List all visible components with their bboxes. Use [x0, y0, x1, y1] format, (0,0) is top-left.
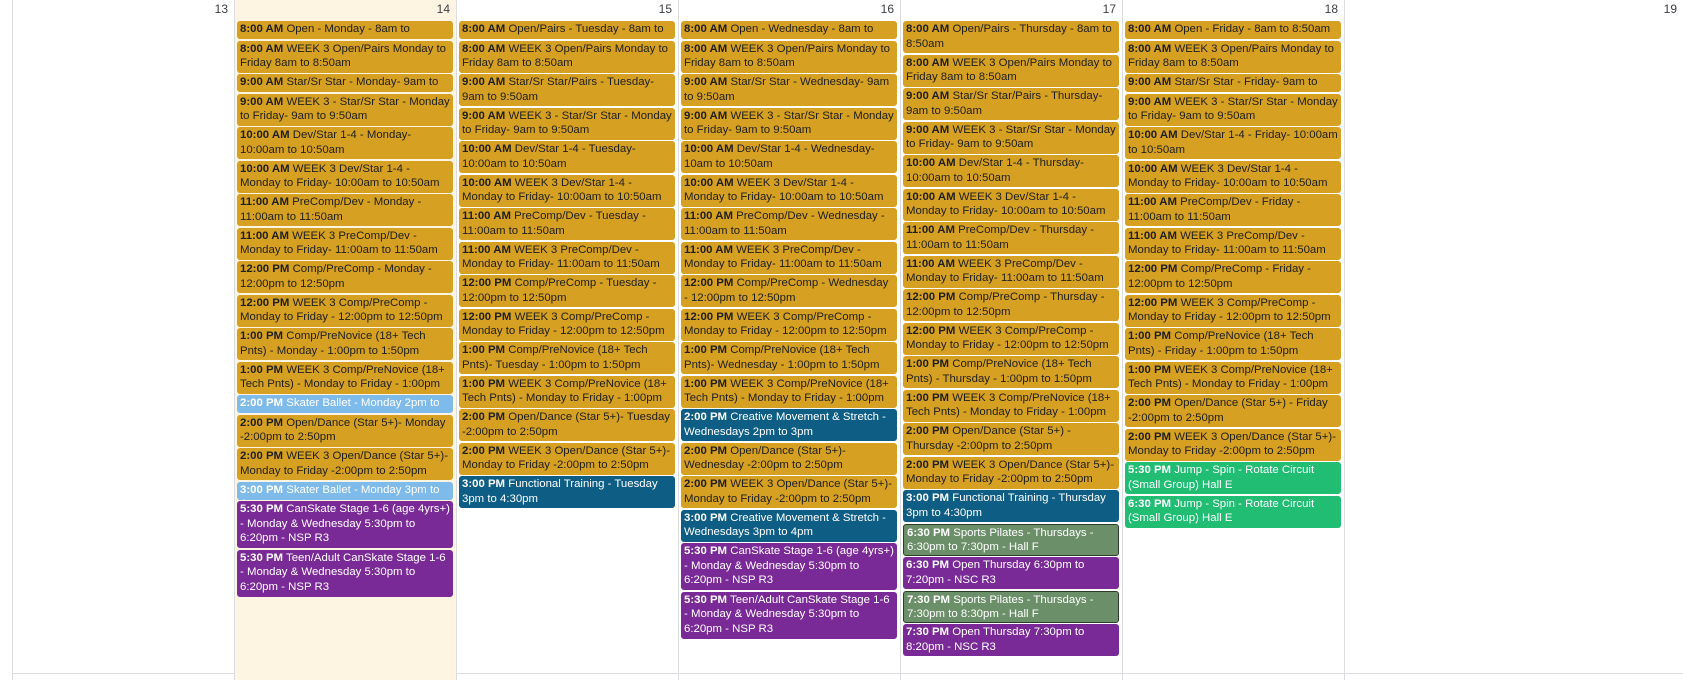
event-time: 1:00 PM: [240, 363, 284, 376]
event-title: Comp/PreComp - Tuesday - 12:00pm to 12:50pm: [462, 277, 657, 304]
calendar-event[interactable]: [681, 443, 897, 475]
event-time: 12:00 PM: [906, 291, 956, 303]
event-title: Open/Dance (Star 5+) - Friday -2:00pm to 2:50pm: [1128, 397, 1328, 424]
event-title: WEEK 3 Dev/Star 1-4 - Monday to Friday- 10:00am to 10:50am: [240, 162, 440, 189]
event-time: 8:00 AM: [240, 23, 284, 35]
calendar-event[interactable]: [237, 362, 453, 394]
calendar-event[interactable]: [903, 423, 1119, 455]
day-number[interactable]: 14: [436, 2, 450, 16]
event-title: Open Thursday 6:30pm to 7:20pm - NSC R3: [906, 559, 1085, 586]
event-title: WEEK 3 Open/Dance (Star 5+)- Monday to Friday -2:00pm to 2:50pm: [684, 478, 892, 505]
event-title: CanSkate Stage 1-6 (age 4yrs+) - Monday & Wednesday 5:30pm to 6:20pm - NSP R3: [684, 545, 894, 586]
event-title: Comp/PreNovice (18+ Tech Pnts)- Tuesday - 1:00pm to 1:50pm: [462, 344, 648, 371]
calendar-event[interactable]: [237, 550, 453, 597]
calendar-event[interactable]: [681, 510, 897, 542]
calendar-event[interactable]: [1125, 496, 1341, 528]
calendar-event[interactable]: [237, 161, 453, 193]
calendar-event[interactable]: [1125, 228, 1341, 260]
event-time: 11:00 AM: [462, 243, 511, 256]
event-time: 3:00 PM: [684, 511, 728, 524]
event-title: Comp/PreNovice (18+ Tech Pnts) - Friday - 1:00pm to 1:50pm: [1128, 330, 1314, 357]
event-title: Open/Dance (Star 5+)- Tuesday -2:00pm to 2:50pm: [462, 411, 670, 438]
event-title: WEEK 3 Open/Dance (Star 5+)- Monday to Friday -2:00pm to 2:50pm: [1128, 430, 1336, 457]
event-title: Open - Friday - 8am to 8:50am: [1174, 23, 1331, 35]
calendar-event[interactable]: [1125, 127, 1341, 159]
event-title: Star/Sr Star/Pairs - Thursday- 9am to 9:50am: [906, 90, 1103, 117]
calendar-event[interactable]: [681, 141, 897, 173]
event-title: PreComp/Dev - Friday - 11:00am to 11:50am: [1128, 196, 1301, 223]
event-time: 1:00 PM: [1128, 363, 1172, 376]
day-number[interactable]: 19: [1663, 2, 1677, 16]
event-time: 5:30 PM: [684, 593, 728, 606]
event-title: WEEK 3 PreComp/Dev - Monday to Friday- 11:00am to 11:50am: [1128, 229, 1326, 256]
calendar-event[interactable]: [237, 295, 453, 327]
event-title: Open/Dance (Star 5+)- Wednesday -2:00pm to 2:50pm: [684, 444, 846, 471]
event-title: WEEK 3 Dev/Star 1-4 - Monday to Friday- 10:00am to 10:50am: [1128, 162, 1328, 189]
event-time: 10:00 AM: [240, 129, 290, 141]
calendar-event[interactable]: [1125, 395, 1341, 427]
event-title: Dev/Star 1-4 - Monday- 10:00am to 10:50am: [240, 129, 412, 156]
event-time: 2:00 PM: [1128, 430, 1172, 443]
calendar-event[interactable]: [903, 88, 1119, 120]
event-title: WEEK 3 Open/Dance (Star 5+)- Monday to Friday -2:00pm to 2:50pm: [462, 444, 670, 471]
event-title: Comp/PreNovice (18+ Tech Pnts) - Thursday - 1:00pm to 1:50pm: [906, 358, 1092, 385]
event-title: WEEK 3 Comp/PreNovice (18+ Tech Pnts) - Monday to Friday - 1:00pm: [1128, 363, 1333, 390]
event-title: WEEK 3 Open/Dance (Star 5+)- Monday to Friday -2:00pm to 2:50pm: [240, 450, 448, 477]
event-title: Star/Sr Star - Friday- 9am to: [1174, 76, 1318, 88]
calendar-event[interactable]: [237, 94, 453, 126]
event-time: 6:30 PM: [906, 559, 950, 571]
calendar-event[interactable]: [237, 395, 453, 413]
event-title: WEEK 3 Comp/PreNovice (18+ Tech Pnts) - Monday to Friday - 1:00pm: [462, 377, 667, 404]
event-title: Functional Training - Thursday 3pm to 4:30pm: [906, 492, 1106, 519]
event-time: 10:00 AM: [462, 176, 512, 189]
calendar-event[interactable]: [459, 476, 675, 508]
event-title: WEEK 3 PreComp/Dev - Monday to Friday- 11:00am to 11:50am: [462, 243, 660, 270]
event-time: 2:00 PM: [240, 416, 284, 429]
calendar-event[interactable]: [237, 74, 453, 92]
event-title: WEEK 3 Comp/PreComp - Monday to Friday - 12:00pm to 12:50pm: [684, 310, 887, 337]
event-title: PreComp/Dev - Thursday - 11:00am to 11:50am: [906, 224, 1095, 251]
event-time: 12:00 PM: [462, 310, 512, 323]
event-title: Functional Training - Tuesday 3pm to 4:30pm: [462, 478, 658, 505]
calendar-event[interactable]: [459, 108, 675, 140]
event-time: 8:00 AM: [1128, 42, 1172, 55]
event-title: WEEK 3 PreComp/Dev - Monday to Friday- 11:00am to 11:50am: [240, 229, 438, 256]
calendar-event[interactable]: [1125, 41, 1341, 73]
event-time: 8:00 AM: [684, 23, 728, 35]
event-title: Comp/PreComp - Friday - 12:00pm to 12:50pm: [1128, 263, 1311, 290]
calendar-event[interactable]: [459, 208, 675, 240]
event-title: Comp/PreNovice (18+ Tech Pnts)- Wednesday - 1:00pm to 1:50pm: [684, 344, 880, 371]
day-column[interactable]: [1122, 0, 1344, 680]
event-time: 5:30 PM: [684, 545, 728, 557]
calendar-event[interactable]: [1125, 261, 1341, 293]
event-title: Jump - Spin - Rotate Circuit (Small Group) Hall E: [1128, 497, 1315, 524]
event-time: 9:00 AM: [1128, 76, 1172, 88]
event-title: Dev/Star 1-4 - Tuesday- 10:00am to 10:50am: [462, 143, 636, 170]
calendar-event[interactable]: [681, 21, 897, 39]
calendar-event[interactable]: [681, 41, 897, 73]
calendar-event[interactable]: [903, 189, 1119, 221]
event-time: 9:00 AM: [906, 123, 950, 136]
event-title: PreComp/Dev - Wednesday - 11:00am to 11:50am: [684, 210, 885, 237]
event-title: Star/Sr Star - Wednesday- 9am to 9:50am: [684, 76, 890, 103]
event-title: WEEK 3 Open/Pairs Monday to Friday 8am to 8:50am: [906, 56, 1112, 83]
event-time: 11:00 AM: [1128, 229, 1177, 242]
event-time: 1:00 PM: [1128, 330, 1172, 342]
event-title: WEEK 3 PreComp/Dev - Monday to Friday- 11:00am to 11:50am: [906, 257, 1104, 284]
event-title: Dev/Star 1-4 - Thursday- 10:00am to 10:50am: [906, 157, 1084, 184]
calendar-event[interactable]: [681, 592, 897, 639]
event-time: 8:00 AM: [906, 23, 950, 35]
event-time: 12:00 PM: [1128, 296, 1178, 309]
calendar-event[interactable]: [1125, 21, 1341, 39]
event-time: 11:00 AM: [1128, 196, 1177, 208]
calendar-event[interactable]: [1125, 429, 1341, 461]
event-time: 1:00 PM: [906, 358, 950, 370]
calendar-event[interactable]: [681, 476, 897, 508]
calendar-event[interactable]: [459, 175, 675, 207]
event-time: 5:30 PM: [240, 503, 284, 515]
event-title: WEEK 3 - Star/Sr Star - Monday to Friday- 9am to 9:50am: [906, 123, 1116, 150]
calendar-event[interactable]: [681, 309, 897, 341]
event-time: 2:00 PM: [462, 411, 506, 423]
event-time: 8:00 AM: [462, 23, 506, 35]
event-title: WEEK 3 Comp/PreNovice (18+ Tech Pnts) - Monday to Friday - 1:00pm: [906, 391, 1111, 418]
calendar-event[interactable]: [237, 482, 453, 500]
event-title: Skater Ballet - Monday 3pm to: [286, 483, 440, 496]
event-time: 3:00 PM: [906, 492, 950, 504]
event-title: Comp/PreComp - Wednesday - 12:00pm to 12:50pm: [684, 277, 889, 304]
event-title: PreComp/Dev - Tuesday - 11:00am to 11:50am: [462, 210, 646, 237]
event-title: Sports Pilates - Thursdays - 7:30pm to 8:30pm - Hall F: [907, 593, 1094, 620]
event-title: WEEK 3 Open/Pairs Monday to Friday 8am to 8:50am: [1128, 42, 1334, 69]
calendar-event[interactable]: [903, 323, 1119, 355]
calendar-event[interactable]: [237, 328, 453, 360]
event-time: 7:30 PM: [906, 626, 950, 638]
event-time: 11:00 AM: [684, 210, 733, 222]
event-time: 9:00 AM: [240, 76, 284, 88]
calendar-event[interactable]: [903, 256, 1119, 288]
calendar-event[interactable]: [903, 55, 1119, 87]
event-time: 2:00 PM: [240, 450, 284, 462]
calendar-event[interactable]: [681, 242, 897, 274]
event-title: Creative Movement & Stretch - Wednesdays 2pm to 3pm: [684, 411, 886, 438]
event-title: Open/Pairs - Thursday - 8am to 8:50am: [906, 23, 1112, 50]
event-time: 12:00 PM: [684, 277, 734, 289]
event-time: 1:00 PM: [684, 377, 728, 390]
event-time: 9:00 AM: [684, 109, 728, 122]
event-title: WEEK 3 Dev/Star 1-4 - Monday to Friday- 10:00am to 10:50am: [462, 176, 662, 203]
event-time: 12:00 PM: [462, 277, 512, 289]
event-time: 1:00 PM: [462, 344, 506, 356]
event-title: WEEK 3 Comp/PreNovice (18+ Tech Pnts) - Monday to Friday - 1:00pm: [684, 377, 889, 404]
calendar-event[interactable]: [459, 74, 675, 106]
event-time: 1:00 PM: [684, 344, 728, 356]
event-time: 11:00 AM: [906, 257, 955, 270]
event-title: Dev/Star 1-4 - Wednesday- 10am to 10:50am: [684, 143, 875, 170]
calendar-event[interactable]: [459, 342, 675, 374]
event-title: Dev/Star 1-4 - Friday- 10:00am to 10:50am: [1128, 129, 1338, 156]
event-time: 9:00 AM: [684, 76, 728, 88]
event-title: Creative Movement & Stretch - Wednesdays 3pm to 4pm: [684, 511, 886, 538]
event-time: 2:00 PM: [684, 478, 728, 490]
calendar-event[interactable]: [459, 309, 675, 341]
event-time: 12:00 PM: [1128, 263, 1178, 275]
calendar-event[interactable]: [1125, 328, 1341, 360]
event-title: WEEK 3 Open/Pairs Monday to Friday 8am to 8:50am: [240, 42, 446, 69]
event-title: WEEK 3 PreComp/Dev - Monday to Friday- 11:00am to 11:50am: [684, 243, 882, 270]
event-time: 10:00 AM: [1128, 129, 1178, 141]
calendar-event[interactable]: [681, 409, 897, 441]
event-title: Sports Pilates - Thursdays - 6:30pm to 7:30pm - Hall F: [907, 526, 1094, 553]
calendar-event[interactable]: [459, 376, 675, 408]
event-time: 12:00 PM: [684, 310, 734, 323]
calendar-event[interactable]: [903, 557, 1119, 589]
calendar-event[interactable]: [237, 127, 453, 159]
calendar-event[interactable]: [903, 155, 1119, 187]
calendar-event[interactable]: [459, 41, 675, 73]
day-column[interactable]: [678, 0, 900, 680]
calendar-event[interactable]: [1125, 161, 1341, 193]
event-title: WEEK 3 - Star/Sr Star - Monday to Friday- 9am to 9:50am: [1128, 95, 1338, 122]
event-title: PreComp/Dev - Monday - 11:00am to 11:50am: [240, 196, 422, 223]
event-title: WEEK 3 Comp/PreComp - Monday to Friday - 12:00pm to 12:50pm: [906, 324, 1109, 351]
calendar-event[interactable]: [903, 490, 1119, 522]
event-title: WEEK 3 Dev/Star 1-4 - Monday to Friday- 10:00am to 10:50am: [906, 190, 1106, 217]
event-title: WEEK 3 Comp/PreComp - Monday to Friday - 12:00pm to 12:50pm: [462, 310, 665, 337]
event-time: 2:00 PM: [462, 444, 506, 457]
day-column[interactable]: [900, 0, 1122, 680]
event-time: 10:00 AM: [1128, 162, 1178, 175]
event-time: 2:00 PM: [906, 425, 950, 437]
event-time: 11:00 AM: [684, 243, 733, 256]
event-title: Skater Ballet - Monday 2pm to: [286, 397, 440, 409]
event-time: 2:00 PM: [684, 411, 728, 423]
event-title: WEEK 3 Dev/Star 1-4 - Monday to Friday- 10:00am to 10:50am: [684, 176, 884, 203]
calendar-event[interactable]: [459, 409, 675, 441]
event-time: 12:00 PM: [240, 263, 290, 275]
calendar-event[interactable]: [903, 122, 1119, 154]
day-number[interactable]: 15: [658, 2, 672, 16]
day-number[interactable]: 18: [1324, 2, 1338, 16]
event-time: 8:00 AM: [906, 56, 950, 69]
event-title: WEEK 3 Open/Pairs Monday to Friday 8am to 8:50am: [462, 42, 668, 69]
calendar-event[interactable]: [903, 591, 1119, 623]
event-title: CanSkate Stage 1-6 (age 4yrs+) - Monday & Wednesday 5:30pm to 6:20pm - NSP R3: [240, 503, 450, 544]
event-time: 10:00 AM: [684, 176, 734, 189]
calendar-event[interactable]: [237, 194, 453, 226]
event-time: 10:00 AM: [462, 143, 512, 155]
event-title: Comp/PreNovice (18+ Tech Pnts) - Monday - 1:00pm to 1:50pm: [240, 330, 426, 357]
event-title: Star/Sr Star - Monday- 9am to: [286, 76, 439, 88]
event-time: 11:00 AM: [240, 196, 289, 208]
day-column[interactable]: [456, 0, 678, 680]
event-title: Comp/PreComp - Thursday - 12:00pm to 12:50pm: [906, 291, 1105, 318]
event-title: WEEK 3 - Star/Sr Star - Monday to Friday- 9am to 9:50am: [240, 95, 450, 122]
event-time: 2:00 PM: [240, 397, 284, 409]
day-number[interactable]: 17: [1102, 2, 1116, 16]
event-time: 1:00 PM: [462, 377, 506, 390]
event-time: 2:00 PM: [1128, 397, 1172, 409]
event-time: 1:00 PM: [906, 391, 950, 404]
calendar-event[interactable]: [237, 448, 453, 480]
calendar-event[interactable]: [459, 141, 675, 173]
calendar-event[interactable]: [681, 342, 897, 374]
event-title: Open/Pairs - Tuesday - 8am to: [508, 23, 664, 35]
event-time: 1:00 PM: [240, 330, 284, 342]
calendar-event[interactable]: [1125, 74, 1341, 92]
event-title: Star/Sr Star/Pairs - Tuesday- 9am to 9:50am: [462, 76, 655, 103]
event-title: Open - Monday - 8am to: [286, 23, 410, 35]
calendar-event[interactable]: [237, 261, 453, 293]
day-column[interactable]: [1344, 0, 1683, 680]
calendar-event[interactable]: [1125, 462, 1341, 494]
event-time: 8:00 AM: [1128, 23, 1172, 35]
calendar-event[interactable]: [681, 108, 897, 140]
event-title: Open Thursday 7:30pm to 8:20pm - NSC R3: [906, 626, 1085, 653]
event-title: WEEK 3 - Star/Sr Star - Monday to Friday- 9am to 9:50am: [462, 109, 672, 136]
event-time: 3:00 PM: [462, 478, 506, 490]
day-number[interactable]: 16: [880, 2, 894, 16]
event-time: 10:00 AM: [906, 190, 956, 203]
event-time: 8:00 AM: [684, 42, 728, 55]
event-time: 6:30 PM: [1128, 497, 1172, 510]
calendar-event[interactable]: [1125, 295, 1341, 327]
event-time: 2:00 PM: [684, 444, 728, 457]
event-title: WEEK 3 Open/Dance (Star 5+)- Monday to Friday -2:00pm to 2:50pm: [906, 458, 1114, 485]
event-title: Open - Wednesday - 8am to: [730, 23, 874, 35]
event-title: WEEK 3 Comp/PreNovice (18+ Tech Pnts) - Monday to Friday - 1:00pm: [240, 363, 445, 390]
event-time: 6:30 PM: [907, 526, 951, 539]
event-title: WEEK 3 Open/Pairs Monday to Friday 8am to 8:50am: [684, 42, 890, 69]
event-time: 11:00 AM: [906, 224, 955, 236]
event-time: 8:00 AM: [240, 42, 284, 55]
event-time: 9:00 AM: [462, 76, 506, 88]
event-title: Teen/Adult CanSkate Stage 1-6 - Monday & Wednesday 5:30pm to 6:20pm - NSP R3: [684, 593, 890, 635]
event-time: 12:00 PM: [240, 296, 290, 309]
event-title: WEEK 3 Comp/PreComp - Monday to Friday - 12:00pm to 12:50pm: [240, 296, 443, 323]
event-time: 5:30 PM: [1128, 464, 1172, 476]
event-title: Open/Dance (Star 5+)- Monday -2:00pm to 2:50pm: [240, 416, 446, 443]
event-time: 10:00 AM: [906, 157, 956, 169]
calendar-event[interactable]: [237, 415, 453, 447]
calendar-event[interactable]: [903, 289, 1119, 321]
event-title: Open/Dance (Star 5+) - Thursday -2:00pm to 2:50pm: [906, 425, 1071, 452]
calendar-event[interactable]: [459, 242, 675, 274]
calendar-event[interactable]: [681, 208, 897, 240]
event-title: WEEK 3 Comp/PreComp - Monday to Friday - 12:00pm to 12:50pm: [1128, 296, 1331, 323]
day-column[interactable]: [12, 0, 234, 680]
event-time: 3:00 PM: [240, 483, 284, 496]
event-title: Comp/PreComp - Monday - 12:00pm to 12:50pm: [240, 263, 432, 290]
calendar-event[interactable]: [237, 228, 453, 260]
calendar-event[interactable]: [237, 21, 453, 39]
calendar-event[interactable]: [1125, 94, 1341, 126]
event-time: 11:00 AM: [240, 229, 289, 242]
event-title: Jump - Spin - Rotate Circuit (Small Group) Hall E: [1128, 464, 1315, 491]
calendar-event[interactable]: [903, 390, 1119, 422]
event-time: 11:00 AM: [462, 210, 511, 222]
event-time: 5:30 PM: [240, 551, 284, 564]
calendar-event[interactable]: [681, 376, 897, 408]
event-time: 2:00 PM: [906, 458, 950, 471]
event-time: 10:00 AM: [240, 162, 290, 175]
event-title: WEEK 3 - Star/Sr Star - Monday to Friday- 9am to 9:50am: [684, 109, 894, 136]
event-time: 9:00 AM: [240, 95, 284, 108]
event-time: 9:00 AM: [1128, 95, 1172, 108]
calendar-event[interactable]: [681, 275, 897, 307]
calendar-event[interactable]: [459, 21, 675, 39]
calendar-event[interactable]: [681, 543, 897, 590]
calendar-event[interactable]: [237, 41, 453, 73]
event-time: 9:00 AM: [462, 109, 506, 122]
calendar-event[interactable]: [903, 524, 1119, 556]
calendar-event[interactable]: [459, 443, 675, 475]
calendar-event[interactable]: [681, 74, 897, 106]
day-column[interactable]: [234, 0, 456, 680]
event-time: 10:00 AM: [684, 143, 734, 155]
calendar-event[interactable]: [903, 457, 1119, 489]
event-title: Teen/Adult CanSkate Stage 1-6 - Monday & Wednesday 5:30pm to 6:20pm - NSP R3: [240, 551, 446, 593]
calendar-event[interactable]: [459, 275, 675, 307]
calendar-event[interactable]: [903, 356, 1119, 388]
calendar-event[interactable]: [681, 175, 897, 207]
event-time: 7:30 PM: [907, 593, 951, 606]
calendar-event[interactable]: [237, 501, 453, 548]
calendar-event[interactable]: [903, 222, 1119, 254]
calendar-event[interactable]: [1125, 194, 1341, 226]
event-time: 12:00 PM: [906, 324, 956, 337]
calendar-event[interactable]: [903, 624, 1119, 656]
day-number[interactable]: 13: [214, 2, 228, 16]
event-time: 9:00 AM: [906, 90, 950, 102]
event-time: 8:00 AM: [462, 42, 506, 55]
calendar-event[interactable]: [903, 21, 1119, 53]
calendar-event[interactable]: [1125, 362, 1341, 394]
